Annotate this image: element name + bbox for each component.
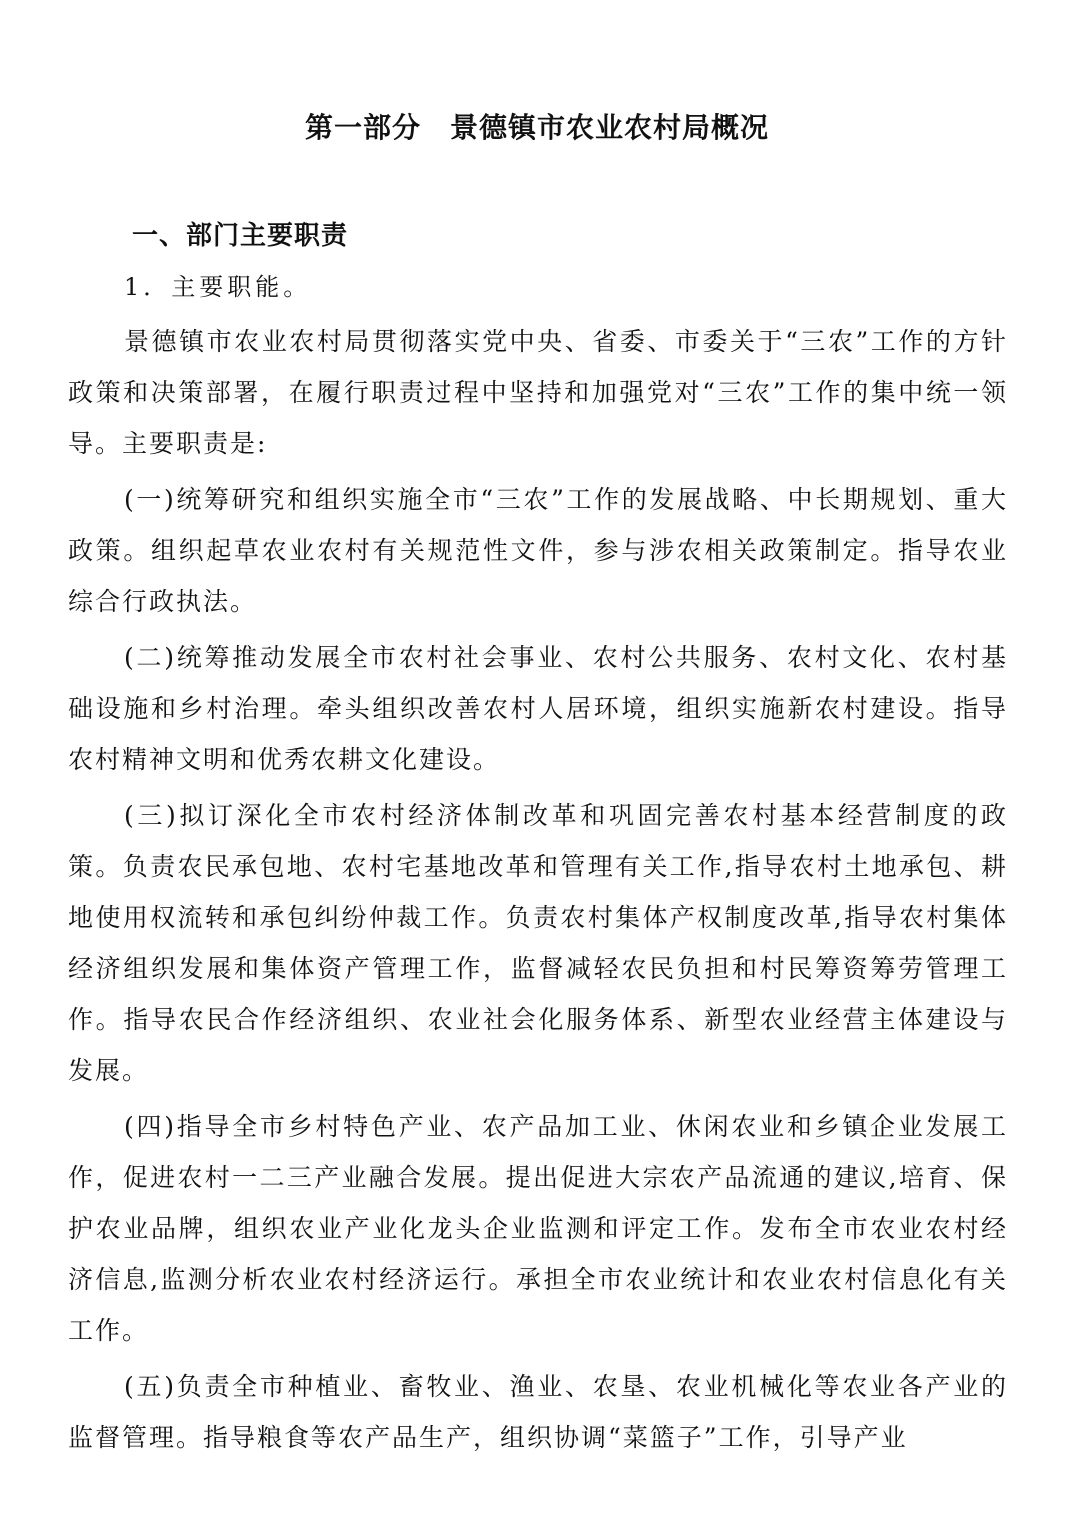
paragraph-item-3: (三)拟订深化全市农村经济体制改革和巩固完善农村基本经营制度的政策。负责农民承包地、农村宅基地改革和管理有关工作,指导农村土地承包、耕地使用权流转和承包纠纷仲裁工作。负责农村集体产权制度改革,指导农村集体经济组织发展和集体资产管理工作，监督减轻农民负担和村民筹资筹劳管理工作。指导农民合作经济组织、农业社会化服务体系、新型农业经营主体建设与发展。 bbox=[68, 801, 1008, 1085]
paragraph-item-5: (五)负责全市种植业、畜牧业、渔业、农垦、农业机械化等农业各产业的监督管理。指导粮食等农产品生产，组织协调“菜篮子”工作，引导产业 bbox=[68, 1372, 1008, 1452]
paragraph-item-1: (一)统筹研究和组织实施全市“三农”工作的发展战略、中长期规划、重大政策。组织起草农业农村有关规范性文件，参与涉农相关政策制定。指导农业综合行政执法。 bbox=[68, 485, 1008, 616]
paragraph-item-4: (四)指导全市乡村特色产业、农产品加工业、休闲农业和乡镇企业发展工作，促进农村一二三产业融合发展。提出促进大宗农产品流通的建议,培育、保护农业品牌，组织农业产业化龙头企业监测和评定工作。发布全市农业农村经济信息,监测分析农业农村经济运行。承担全市农业统计和农业农村信息化有关工作。 bbox=[68, 1112, 1008, 1345]
page-title: 第一部分 景德镇市农业农村局概况 bbox=[304, 111, 769, 144]
body-text bbox=[68, 316, 1008, 1468]
paragraph-item-2: (二)统筹推动发展全市农村社会事业、农村公共服务、农村文化、农村基础设施和乡村治理。牵头组织改善农村人居环境，组织实施新农村建设。指导农村精神文明和优秀农耕文化建设。 bbox=[68, 643, 1008, 774]
sub-heading: 1．主要职能。 bbox=[124, 273, 312, 301]
paragraph-intro: 景德镇市农业农村局贯彻落实党中央、省委、市委关于“三农”工作的方针政策和决策部署，在履行职责过程中坚持和加强党对“三农”工作的集中统一领导。主要职责是: bbox=[68, 327, 1008, 458]
section-heading: 一、部门主要职责 bbox=[132, 221, 349, 251]
